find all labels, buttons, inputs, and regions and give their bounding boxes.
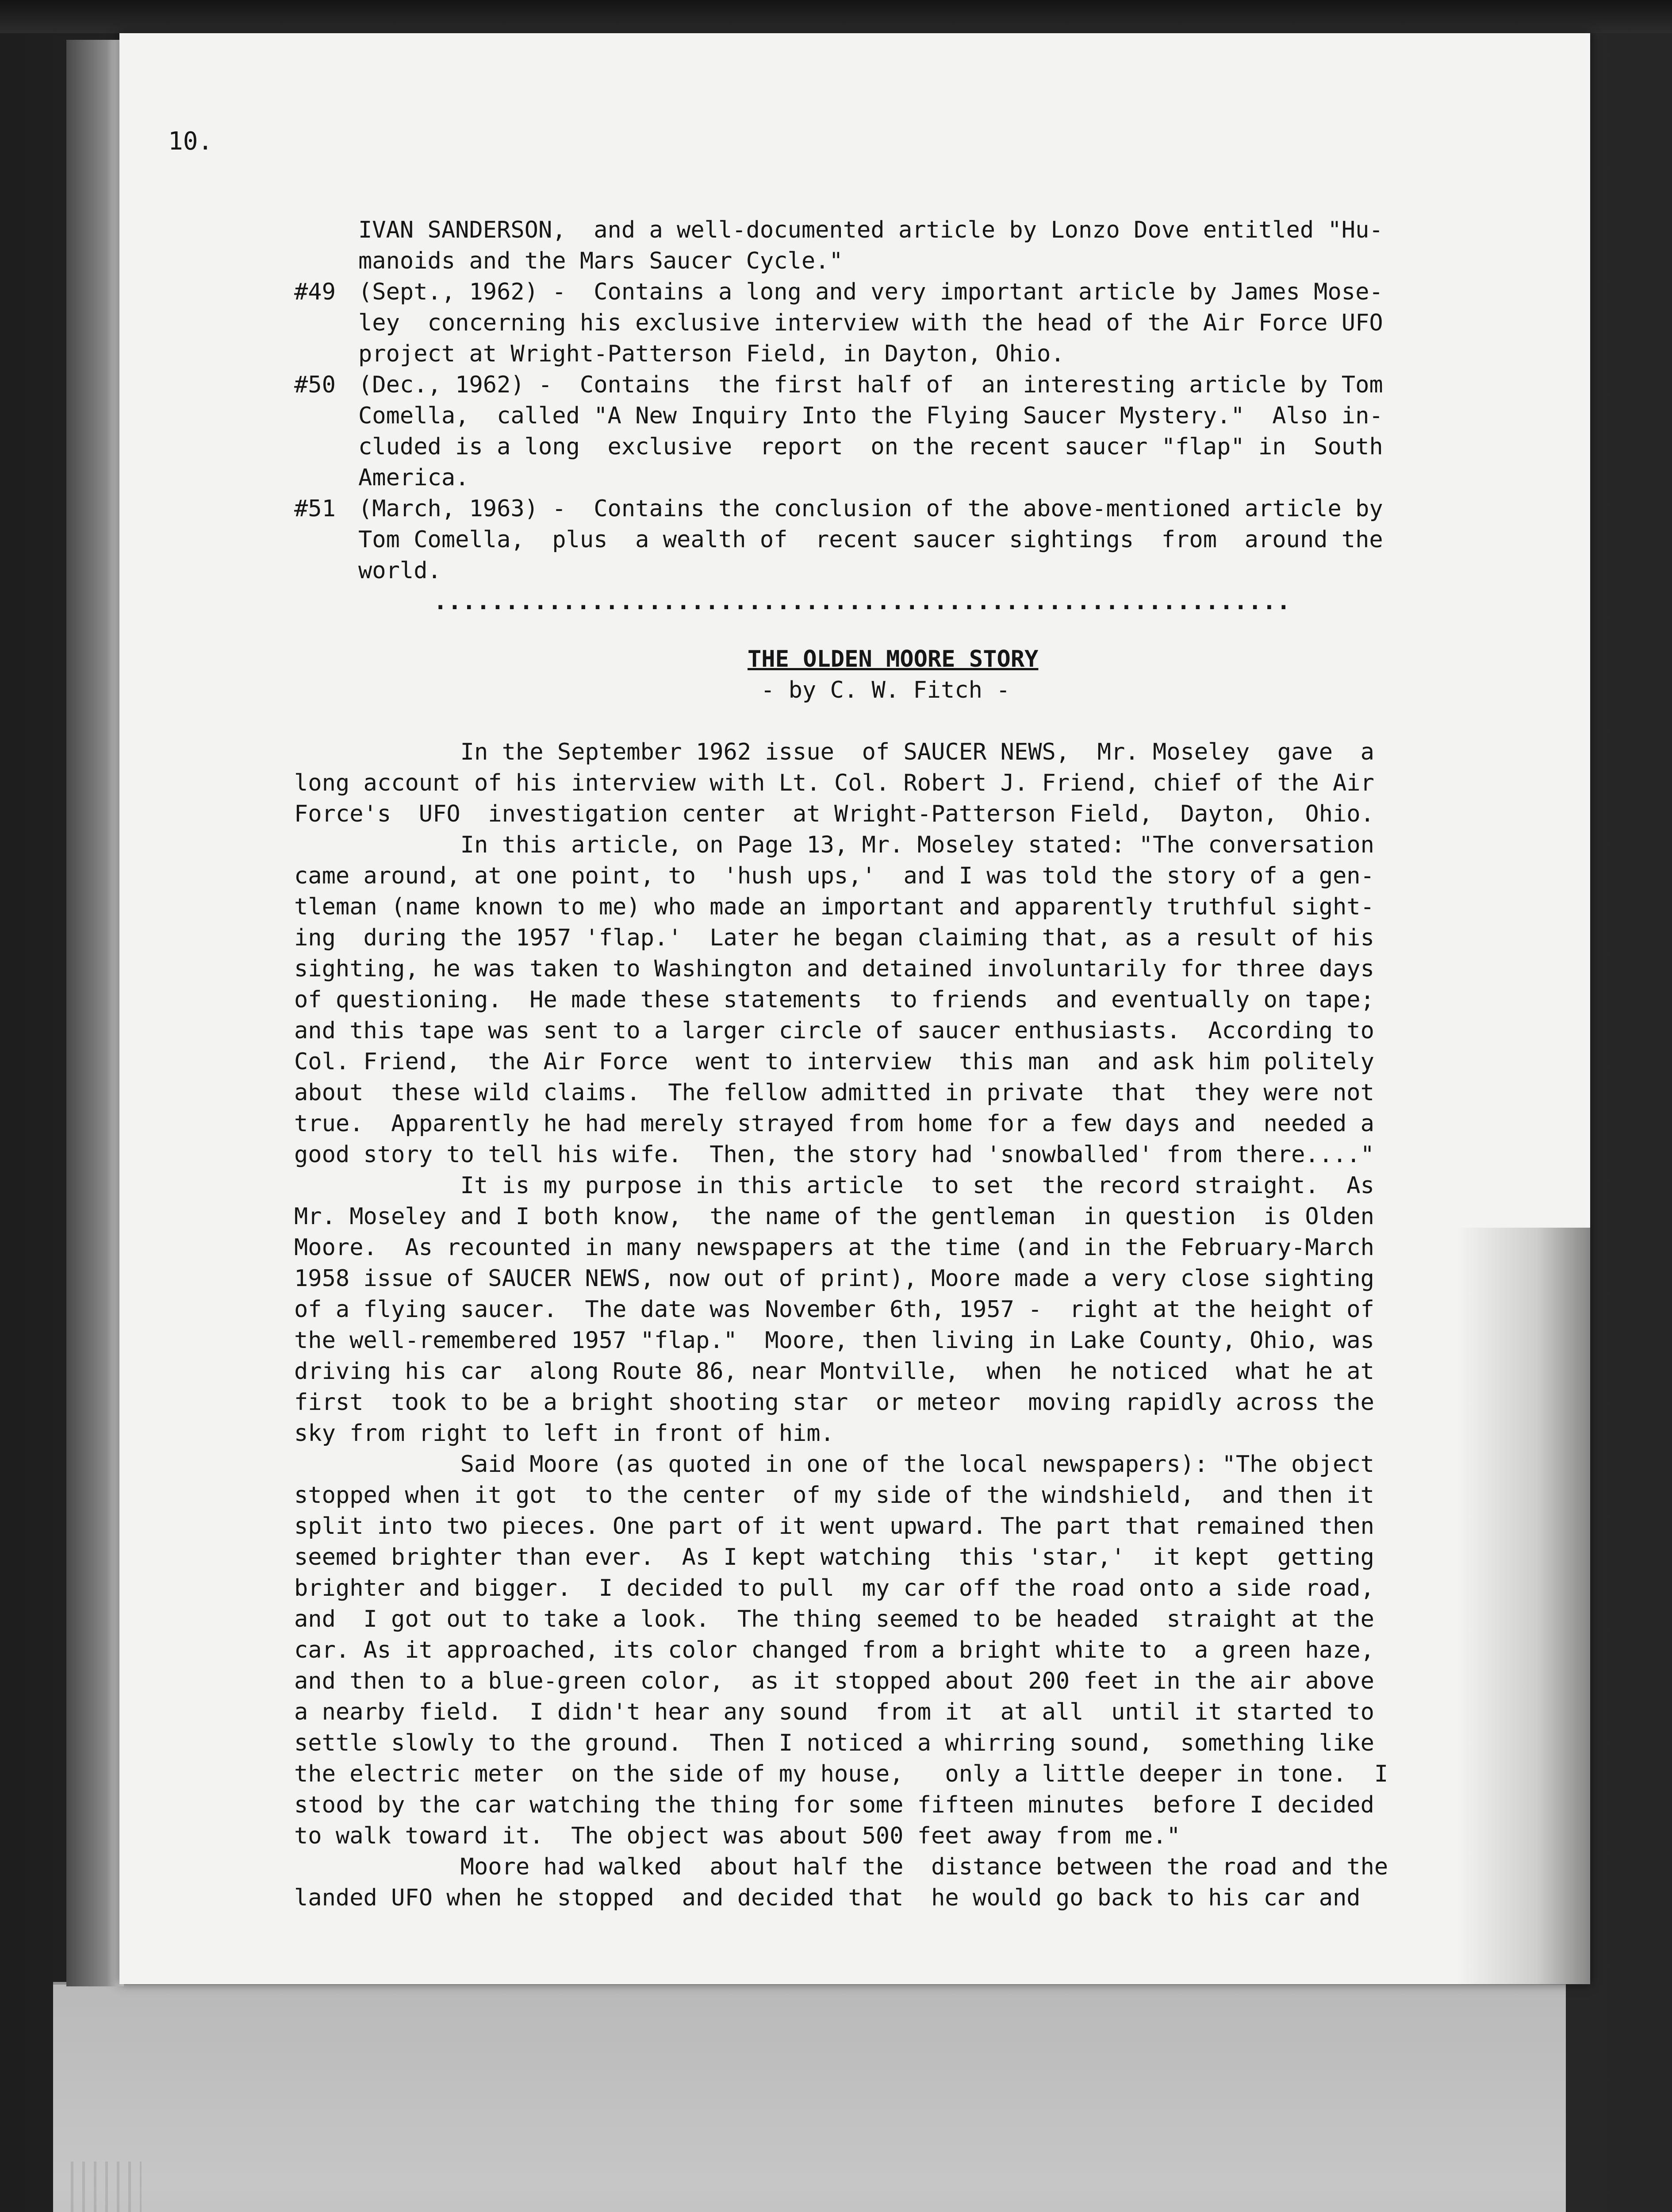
article-line: seemed brighter than ever. As I kept watching this 'star,' it kept getting	[294, 1544, 1374, 1571]
article-line: sky from right to left in front of him.	[294, 1420, 834, 1447]
paper-shadow-edge	[66, 40, 124, 1986]
catalog-entry-line: (Dec., 1962) - Contains the first half of an interesting article by Tom	[358, 372, 1383, 398]
catalog-entry-line: America.	[358, 465, 469, 491]
article-line: driving his car along Route 86, near Montville, when he noticed what he at	[294, 1358, 1374, 1385]
dotted-separator: ............................................................	[433, 588, 1291, 615]
catalog-entry-line: world.	[358, 557, 441, 584]
article-line: In the September 1962 issue of SAUCER NEWS, Mr. Moseley gave a	[294, 739, 1374, 765]
article-line: Said Moore (as quoted in one of the local newspapers): "The object	[294, 1451, 1374, 1478]
board-smudge	[71, 2162, 142, 2212]
backing-board	[53, 1982, 1566, 2212]
article-line: sighting, he was taken to Washington and detained involuntarily for three days	[294, 956, 1374, 982]
article-line: and I got out to take a look. The thing seemed to be headed straight at the	[294, 1606, 1374, 1632]
catalog-intro-line: IVAN SANDERSON, and a well-documented article by Lonzo Dove entitled "Hu-	[358, 217, 1383, 243]
article-line: the electric meter on the side of my house, only a little deeper in tone. I	[294, 1761, 1388, 1787]
article-line: Moore had walked about half the distance between the road and the	[294, 1854, 1388, 1880]
article-line: stopped when it got to the center of my side of the windshield, and then it	[294, 1482, 1374, 1509]
catalog-entry-number: #49	[294, 279, 336, 305]
catalog-entry-line: Tom Comella, plus a wealth of recent saucer sightings from around the	[358, 526, 1383, 553]
article-line: Mr. Moseley and I both know, the name of the gentleman in question is Olden	[294, 1203, 1374, 1230]
article-line: split into two pieces. One part of it went upward. The part that remained then	[294, 1513, 1374, 1540]
article-body	[294, 737, 1577, 1931]
article-line: first took to be a bright shooting star or meteor moving rapidly across the	[294, 1389, 1374, 1416]
article-line: car. As it approached, its color changed from a bright white to a green haze,	[294, 1637, 1374, 1663]
article-line: and then to a blue-green color, as it stopped about 200 feet in the air above	[294, 1668, 1374, 1694]
catalog-entry-number: #50	[294, 372, 336, 398]
article-line: landed UFO when he stopped and decided that he would go back to his car and	[294, 1885, 1361, 1911]
article-line: long account of his interview with Lt. Col. Robert J. Friend, chief of the Air	[294, 770, 1374, 796]
article-line: 1958 issue of SAUCER NEWS, now out of print), Moore made a very close sighting	[294, 1265, 1374, 1292]
article-line: Moore. As recounted in many newspapers at the time (and in the February-March	[294, 1234, 1374, 1261]
article-byline: - by C. W. Fitch -	[761, 677, 1010, 703]
article-line: settle slowly to the ground. Then I noticed a whirring sound, something like	[294, 1730, 1374, 1756]
article-line: brighter and bigger. I decided to pull my car off the road onto a side road,	[294, 1575, 1374, 1601]
scan-top-edge	[0, 0, 1672, 33]
catalog-entry-line: (March, 1963) - Contains the conclusion of the above-mentioned article by	[358, 495, 1383, 522]
article-line: tleman (name known to me) who made an important and apparently truthful sight-	[294, 894, 1374, 920]
article-line: about these wild claims. The fellow admitted in private that they were not	[294, 1079, 1374, 1106]
article-line: of a flying saucer. The date was November 6th, 1957 - right at the height of	[294, 1296, 1374, 1323]
catalog-intro-line: manoids and the Mars Saucer Cycle."	[358, 248, 843, 274]
page-number: 10.	[168, 127, 213, 156]
catalog-entry-line: cluded is a long exclusive report on the recent saucer "flap" in South	[358, 434, 1383, 460]
article-line: It is my purpose in this article to set the record straight. As	[294, 1172, 1374, 1199]
catalog-entry-line: (Sept., 1962) - Contains a long and very important article by James Mose-	[358, 279, 1383, 305]
article-line: good story to tell his wife. Then, the story had 'snowballed' from there...."	[294, 1141, 1374, 1168]
catalog-entry-number: #51	[294, 495, 336, 522]
article-line: ing during the 1957 'flap.' Later he began claiming that, as a result of his	[294, 925, 1374, 951]
article-title: THE OLDEN MOORE STORY	[748, 646, 1039, 672]
article-line: and this tape was sent to a larger circle of saucer enthusiasts. According to	[294, 1018, 1374, 1044]
article-line: stood by the car watching the thing for some fifteen minutes before I decided	[294, 1792, 1374, 1818]
article-line: true. Apparently he had merely strayed from home for a few days and needed a	[294, 1110, 1374, 1137]
article-line: the well-remembered 1957 "flap." Moore, then living in Lake County, Ohio, was	[294, 1327, 1374, 1354]
article-line: a nearby field. I didn't hear any sound from it at all until it started to	[294, 1699, 1374, 1725]
article-line: Col. Friend, the Air Force went to interview this man and ask him politely	[294, 1048, 1374, 1075]
article-line: In this article, on Page 13, Mr. Moseley stated: "The conversation	[294, 832, 1374, 858]
article-line: Force's UFO investigation center at Wright-Patterson Field, Dayton, Ohio.	[294, 801, 1374, 827]
article-line: came around, at one point, to 'hush ups,' and I was told the story of a gen-	[294, 863, 1374, 889]
catalog-entry-line: project at Wright-Patterson Field, in Dayton, Ohio.	[358, 341, 1065, 367]
article-line: of questioning. He made these statements to friends and eventually on tape;	[294, 987, 1374, 1013]
catalog-entry-line: ley concerning his exclusive interview with the head of the Air Force UFO	[358, 310, 1383, 336]
catalog-entry-line: Comella, called "A New Inquiry Into the Flying Saucer Mystery." Also in-	[358, 403, 1383, 429]
article-line: to walk toward it. The object was about 500 feet away from me."	[294, 1823, 1181, 1849]
